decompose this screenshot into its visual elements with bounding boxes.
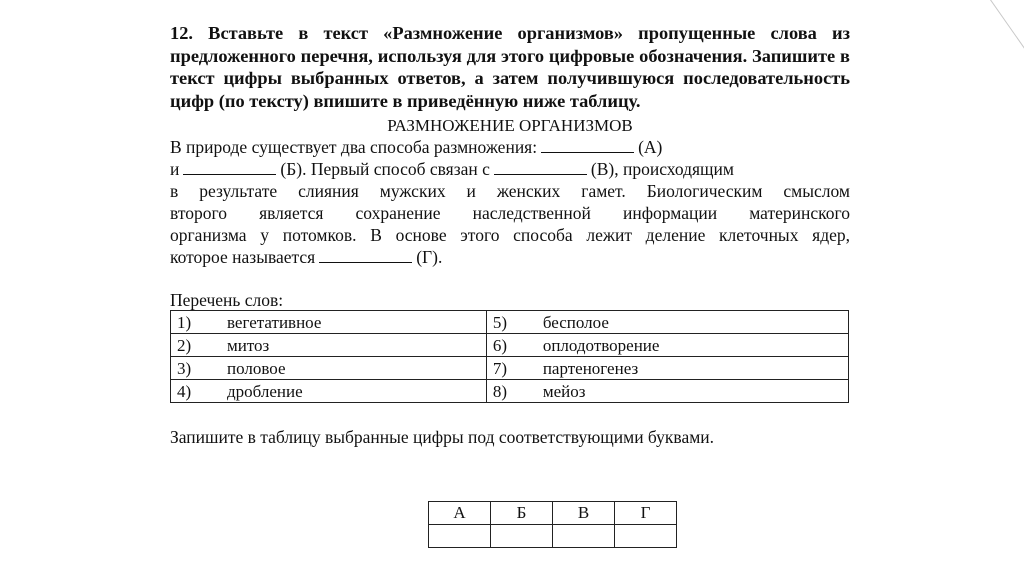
blank-v[interactable]	[494, 159, 587, 175]
passage-text: (Г).	[416, 247, 443, 267]
table-row	[171, 311, 849, 334]
answer-table	[428, 501, 677, 548]
word-number: 7)	[492, 358, 507, 378]
word-cell	[486, 334, 848, 357]
word-cell	[486, 380, 848, 403]
word-cell	[486, 357, 848, 380]
answer-header-a: А	[429, 502, 491, 525]
passage-text: (А)	[638, 137, 663, 157]
word-text: партеногенез	[542, 358, 639, 378]
word-number: 6)	[492, 335, 507, 355]
passage-line-4: второго является сохранение наследственной информации материнского	[170, 203, 850, 223]
task-statement	[170, 22, 850, 112]
word-number: 4)	[177, 381, 192, 401]
word-cell	[171, 334, 487, 357]
blank-g[interactable]	[319, 247, 412, 263]
word-cell	[171, 311, 487, 334]
word-number: 1)	[177, 312, 192, 332]
word-list-title: Перечень слов:	[170, 290, 284, 310]
word-list-table	[170, 310, 849, 403]
passage-text: и	[170, 159, 180, 179]
blank-a[interactable]	[541, 137, 634, 153]
passage-line-1	[170, 136, 850, 158]
answer-cell-g[interactable]	[615, 525, 677, 548]
passage-line-5: организма у потомков. В основе этого способа лежит деление клеточных ядер,	[170, 225, 850, 245]
passage-line-6	[170, 246, 850, 268]
word-text: мейоз	[542, 381, 586, 401]
passage-line-3: в результате слияния мужских и женских гамет. Биологическим смыслом	[170, 181, 850, 201]
task-number: 12.	[170, 23, 193, 43]
passage-heading: РАЗМНОЖЕНИЕ ОРГАНИЗМОВ	[387, 116, 633, 135]
word-text: оплодотворение	[542, 335, 660, 355]
word-number: 3)	[177, 358, 192, 378]
word-number: 8)	[492, 381, 507, 401]
word-cell	[171, 380, 487, 403]
answer-cell-b[interactable]	[491, 525, 553, 548]
word-cell	[486, 311, 848, 334]
passage-text: (Б). Первый способ связан с	[280, 159, 490, 179]
answer-cell-a[interactable]	[429, 525, 491, 548]
table-row	[171, 334, 849, 357]
word-number: 2)	[177, 335, 192, 355]
passage-line-2	[170, 158, 850, 180]
table-row	[171, 380, 849, 403]
answer-header-b: Б	[491, 502, 553, 525]
document	[170, 22, 850, 448]
passage-text: (В), происходящим	[590, 159, 734, 179]
passage-text: которое называется	[170, 247, 316, 267]
slide-corner-line	[990, 0, 1024, 57]
word-text: митоз	[227, 335, 270, 355]
instruction-text: Запишите в таблицу выбранные цифры под соответствующими буквами.	[170, 427, 715, 447]
word-text: дробление	[227, 381, 303, 401]
word-text: бесполое	[542, 312, 609, 332]
task-text: Вставьте в текст «Размножение организмов» пропущенные слова из предложенного перечня, используя для этого цифровые обозначения. Запишите в текст цифры выбранных ответов, а затем получившуюся последовательность цифр (по тексту) впишите в приведённую ниже таблицу.	[170, 23, 850, 111]
answer-header-row	[429, 502, 677, 525]
answer-header-v: В	[553, 502, 615, 525]
answer-header-g: Г	[615, 502, 677, 525]
word-text: половое	[227, 358, 286, 378]
blank-b[interactable]	[183, 159, 276, 175]
passage-text: В природе существует два способа размножения:	[170, 137, 538, 157]
answer-input-row	[429, 525, 677, 548]
word-cell	[171, 357, 487, 380]
answer-cell-v[interactable]	[553, 525, 615, 548]
word-number: 5)	[492, 312, 507, 332]
table-row	[171, 357, 849, 380]
word-text: вегетативное	[227, 312, 322, 332]
